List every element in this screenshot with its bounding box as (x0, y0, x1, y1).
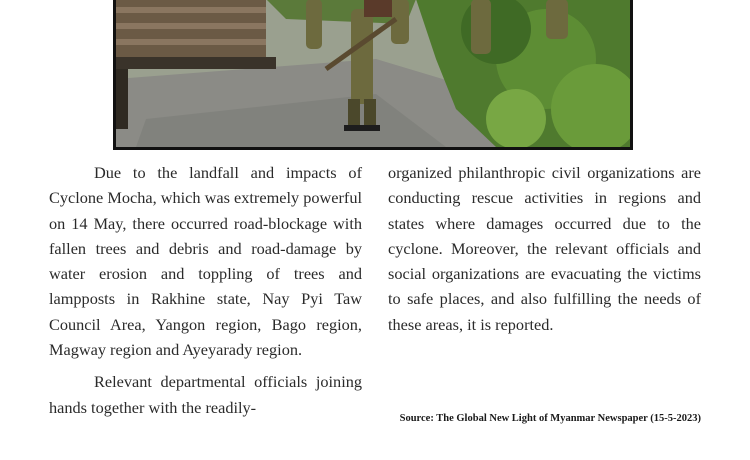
source-credit: Source: The Global New Light of Myanmar Newspaper (15-5-2023) (399, 413, 701, 424)
article-paragraph: Relevant departmental officials joining hands together with the readily- (49, 372, 362, 417)
article-left-column (49, 160, 362, 420)
news-photo (113, 0, 633, 150)
article-paragraph: Due to the landfall and impacts of Cyclone Mocha, which was extremely powerful on 14 May, there occurred road-blockage with fallen trees and debris and road-damage by water erosion and toppling of trees and lampposts in Rakhine state, Nay Pyi Taw Council Area, Yangon region, Bago region, Magway region and Ayeyarady region. (49, 163, 362, 360)
article-right-column (388, 160, 701, 337)
article-paragraph: organized philanthropic civil organizations are conducting rescue activities in regions and states where damages occurred due to the cyclone. Moreover, the relevant officials and social organizations are evacuating the victims to safe places, and also fulfilling the needs of these areas, it is reported. (388, 163, 701, 334)
news-photo-illustration (116, 0, 630, 147)
